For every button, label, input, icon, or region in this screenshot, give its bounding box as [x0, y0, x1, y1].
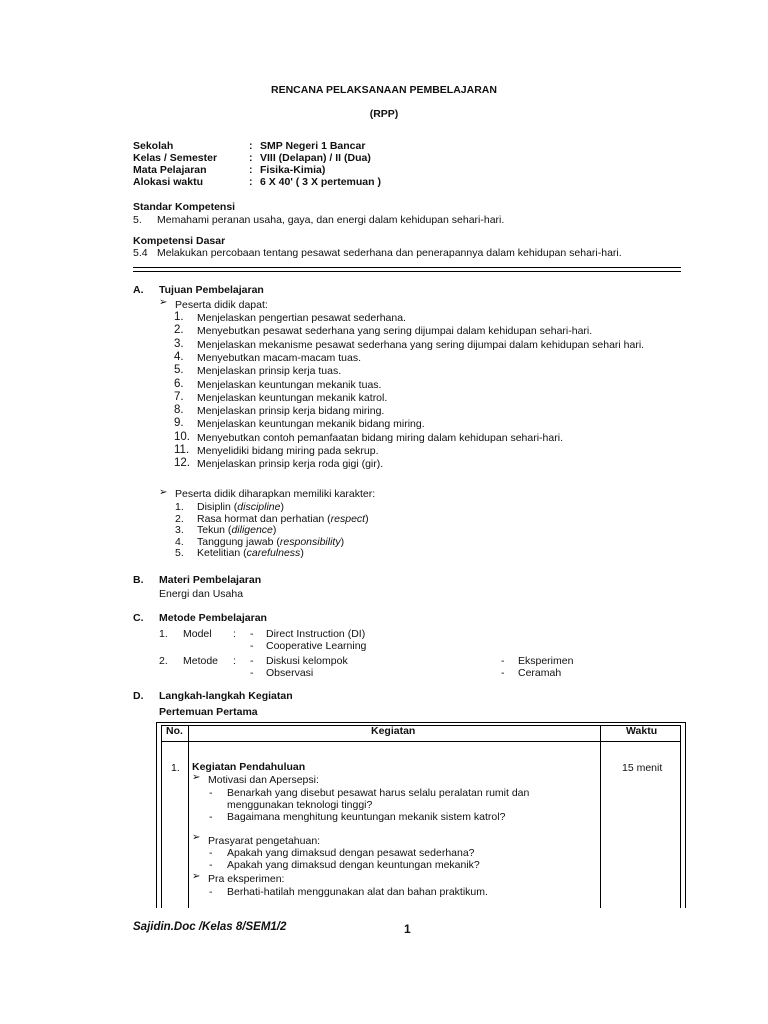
- kd-heading: Kompetensi Dasar: [133, 235, 226, 247]
- identity-colon: :: [249, 164, 253, 176]
- karakter-number: 5.: [175, 547, 184, 560]
- pra-label: Pra eksperimen:: [208, 873, 285, 885]
- section-a-intro: Peserta didik dapat:: [175, 299, 268, 311]
- karakter-text: Rasa hormat dan perhatian (: [197, 512, 331, 525]
- list-item-number: 5.: [174, 364, 184, 377]
- list-item: Menjelaskan prinsip kerja roda gigi (gir).: [197, 458, 384, 471]
- section-b-heading: Materi Pembelajaran: [159, 574, 262, 586]
- section-d-heading: Langkah-langkah Kegiatan: [159, 690, 293, 702]
- karakter-term-en: carefulness: [246, 547, 301, 560]
- sk-number: 5.: [133, 214, 142, 226]
- karakter-item: [197, 536, 344, 548]
- dash: -: [250, 628, 254, 640]
- document-title: RENCANA PELAKSANAAN PEMBELAJARAN: [271, 84, 497, 96]
- kd-text: Melakukan percobaan tentang pesawat sederhana dan penerapannya dalam kehidupan sehari-hari.: [157, 247, 622, 259]
- identity-label: Mata Pelajaran: [133, 164, 207, 176]
- kd-number: 5.4: [133, 247, 148, 259]
- dash: -: [250, 640, 254, 652]
- sk-text: Memahami peranan usaha, gaya, dan energi dalam kehidupan sehari-hari.: [157, 214, 505, 226]
- karakter-item: [197, 547, 304, 559]
- identity-value: Fisika-Kimia): [260, 164, 326, 176]
- prasyarat-label: Prasyarat pengetahuan:: [208, 835, 321, 847]
- karakter-number: 3.: [175, 524, 184, 537]
- motivasi-item: Benarkah yang disebut pesawat harus selalu peralatan rumit dan: [227, 787, 530, 799]
- metode-item: Observasi: [266, 667, 314, 679]
- list-item: Menjelaskan keuntungan mekanik katrol.: [197, 391, 388, 404]
- list-item: Menyebutkan macam-macam tuas.: [197, 351, 361, 364]
- metode-number: 2.: [159, 655, 168, 667]
- karakter-text: Tekun (: [197, 524, 232, 537]
- list-item-number: 3.: [174, 337, 184, 350]
- dash: -: [250, 655, 254, 667]
- karakter-item: [197, 501, 284, 513]
- divider-rule: [133, 267, 681, 268]
- prasyarat-item: Apakah yang dimaksud dengan keuntungan mekanik?: [227, 859, 480, 871]
- model-item: Direct Instruction (DI): [266, 628, 366, 640]
- identity-value: 6 X 40' ( 3 X pertemuan ): [260, 176, 381, 188]
- section-d-subheading: Pertemuan Pertama: [159, 706, 258, 718]
- list-item: Menjelaskan prinsip kerja tuas.: [197, 365, 342, 378]
- section-c-letter: C.: [133, 612, 144, 624]
- dash: -: [250, 667, 254, 679]
- karakter-number: 2.: [175, 512, 184, 525]
- metode-label: Metode: [183, 655, 219, 667]
- identity-colon: :: [249, 152, 253, 164]
- prasyarat-item: Apakah yang dimaksud dengan pesawat sederhana?: [227, 847, 475, 859]
- karakter-number: 4.: [175, 535, 184, 548]
- dash: -: [501, 667, 505, 679]
- karakter-text: ): [300, 547, 304, 560]
- karakter-text: Ketelitian (: [197, 547, 247, 560]
- karakter-item: [197, 524, 276, 536]
- list-item-number: 7.: [174, 390, 184, 403]
- list-item: Menjelaskan mekanisme pesawat sederhana yang sering dijumpai dalam kehidupan sehari hari.: [197, 338, 645, 351]
- dash: -: [209, 859, 213, 871]
- section-a-letter: A.: [133, 284, 144, 296]
- arrow-bullet-icon: ➢: [192, 772, 201, 783]
- section-d-letter: D.: [133, 690, 144, 702]
- karakter-text: ): [280, 501, 284, 513]
- dash: -: [209, 847, 213, 859]
- identity-colon: :: [249, 176, 253, 188]
- pra-item: Berhati-hatilah menggunakan alat dan bahan praktikum.: [227, 886, 488, 898]
- list-item-number: 4.: [174, 350, 184, 363]
- model-number: 1.: [159, 628, 168, 640]
- list-item-number: 9.: [174, 417, 184, 430]
- model-colon: :: [233, 628, 236, 640]
- karakter-number: 1.: [175, 501, 184, 513]
- list-item: Menjelaskan pengertian pesawat sederhana.: [197, 312, 406, 324]
- motivasi-item: Bagaimana menghitung keuntungan mekanik sistem katrol?: [227, 811, 506, 823]
- karakter-term-en: respect: [330, 512, 366, 525]
- section-c-heading: Metode Pembelajaran: [159, 612, 267, 624]
- table-header-waktu: Waktu: [626, 725, 658, 737]
- section-b-text: Energi dan Usaha: [159, 588, 244, 600]
- section-a-heading: Tujuan Pembelajaran: [159, 284, 264, 296]
- identity-value: VIII (Delapan) / II (Dua): [260, 152, 371, 164]
- table-row-no: 1.: [171, 762, 180, 774]
- list-item-number: 8.: [174, 404, 184, 417]
- dash: -: [209, 787, 213, 799]
- list-item: Menyebutkan pesawat sederhana yang sering dijumpai dalam kehidupan sehari-hari.: [197, 325, 593, 338]
- metode-item: Eksperimen: [518, 655, 574, 667]
- karakter-text: Tanggung jawab (: [197, 535, 280, 548]
- arrow-bullet-icon: ➢: [192, 832, 201, 843]
- karakter-intro: Peserta didik diharapkan memiliki karakter:: [175, 488, 376, 500]
- list-item: Menjelaskan keuntungan mekanik bidang miring.: [197, 418, 425, 431]
- dash: -: [501, 655, 505, 667]
- karakter-text: ): [340, 535, 345, 548]
- list-item-number: 6.: [174, 377, 184, 390]
- sk-heading: Standar Kompetensi: [133, 201, 236, 213]
- identity-label: Sekolah: [133, 140, 174, 152]
- identity-label: Alokasi waktu: [133, 176, 204, 188]
- karakter-term-en: responsibility: [279, 535, 341, 548]
- table-header-no: No.: [166, 725, 183, 737]
- page-number: 1: [404, 922, 411, 936]
- dash: -: [209, 886, 213, 898]
- list-item-number: 1.: [174, 311, 184, 323]
- list-item-number: 2.: [174, 324, 184, 337]
- metode-item: Ceramah: [518, 667, 562, 679]
- metode-colon: :: [233, 655, 236, 667]
- list-item: Menjelaskan prinsip kerja bidang miring.: [197, 405, 385, 418]
- section-b-letter: B.: [133, 574, 144, 586]
- motivasi-item-cont: menggunakan teknologi tinggi?: [227, 799, 373, 811]
- identity-label: Kelas / Semester: [133, 152, 218, 164]
- list-item-number: 10.: [174, 430, 190, 443]
- list-item: Menyebutkan contoh pemanfaatan bidang miring dalam kehidupan sehari-hari.: [197, 431, 563, 444]
- model-label: Model: [183, 628, 212, 640]
- footer-doc-name: Sajidin.Doc /Kelas 8/SEM1/2: [133, 921, 287, 933]
- model-item: Cooperative Learning: [266, 640, 367, 652]
- karakter-term-en: diligence: [231, 524, 273, 537]
- arrow-bullet-icon: ➢: [159, 487, 168, 498]
- karakter-text: ): [365, 512, 369, 525]
- arrow-bullet-icon: ➢: [159, 297, 168, 308]
- table-header-kegiatan: Kegiatan: [371, 725, 416, 737]
- document-subtitle: (RPP): [369, 108, 399, 120]
- table-row-time: 15 menit: [622, 762, 663, 774]
- dash: -: [209, 811, 213, 823]
- list-item-number: 12.: [174, 457, 190, 470]
- motivasi-label: Motivasi dan Apersepsi:: [208, 774, 319, 786]
- arrow-bullet-icon: ➢: [192, 871, 201, 882]
- identity-colon: :: [249, 140, 253, 152]
- divider-rule: [133, 271, 681, 272]
- table-row-title: Kegiatan Pendahuluan: [192, 761, 306, 773]
- list-item: Menyelidiki bidang miring pada sekrup.: [197, 445, 379, 457]
- karakter-text: ): [272, 524, 277, 537]
- identity-value: SMP Negeri 1 Bancar: [260, 140, 366, 152]
- karakter-text: Disiplin (: [197, 501, 238, 513]
- karakter-term-en: discipline: [237, 501, 281, 513]
- list-item: Menjelaskan keuntungan mekanik tuas.: [197, 378, 382, 391]
- metode-item: Diskusi kelompok: [266, 655, 348, 667]
- karakter-item: [197, 513, 369, 525]
- list-item-number: 11.: [174, 444, 190, 456]
